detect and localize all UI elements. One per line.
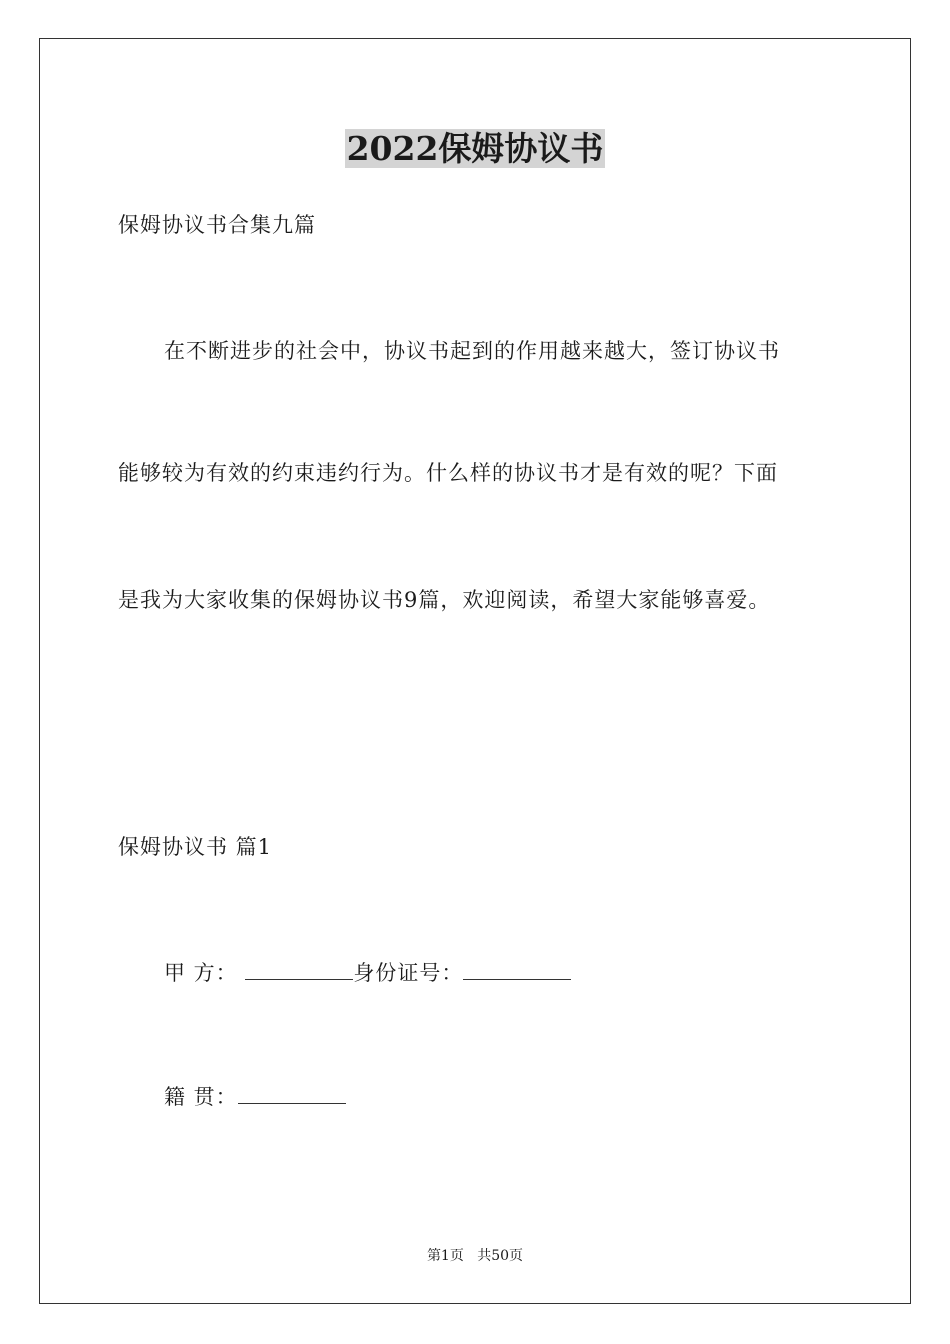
native-place-label: 籍 贯：	[164, 1085, 238, 1109]
footer-total-pages: 共50页	[477, 1248, 524, 1264]
party-a-name-blank	[245, 961, 353, 980]
intro-line-3: 是我为大家收集的保姆协议书9篇，欢迎阅读，希望大家能够喜爱。	[118, 588, 771, 612]
native-place-row	[164, 1083, 884, 1111]
document-title	[0, 128, 950, 170]
intro-line-1: 在不断进步的社会中，协议书起到的作用越来越大，签订协议书	[164, 339, 780, 363]
document-title-text: 2022保姆协议书	[346, 129, 604, 168]
section-heading: 保姆协议书 篇1	[118, 835, 273, 859]
document-subtitle: 保姆协议书合集九篇	[118, 213, 316, 237]
footer-page-number: 第1页	[426, 1248, 464, 1264]
page-footer	[0, 1246, 950, 1266]
native-place-blank	[238, 1085, 346, 1104]
party-a-label: 甲 方：	[164, 961, 238, 985]
id-number-label: 身份证号：	[353, 961, 464, 985]
intro-line-2: 能够较为有效的约束违约行为。什么样的协议书才是有效的呢？下面	[118, 461, 778, 485]
id-number-blank	[463, 961, 571, 980]
party-a-row	[164, 959, 884, 987]
